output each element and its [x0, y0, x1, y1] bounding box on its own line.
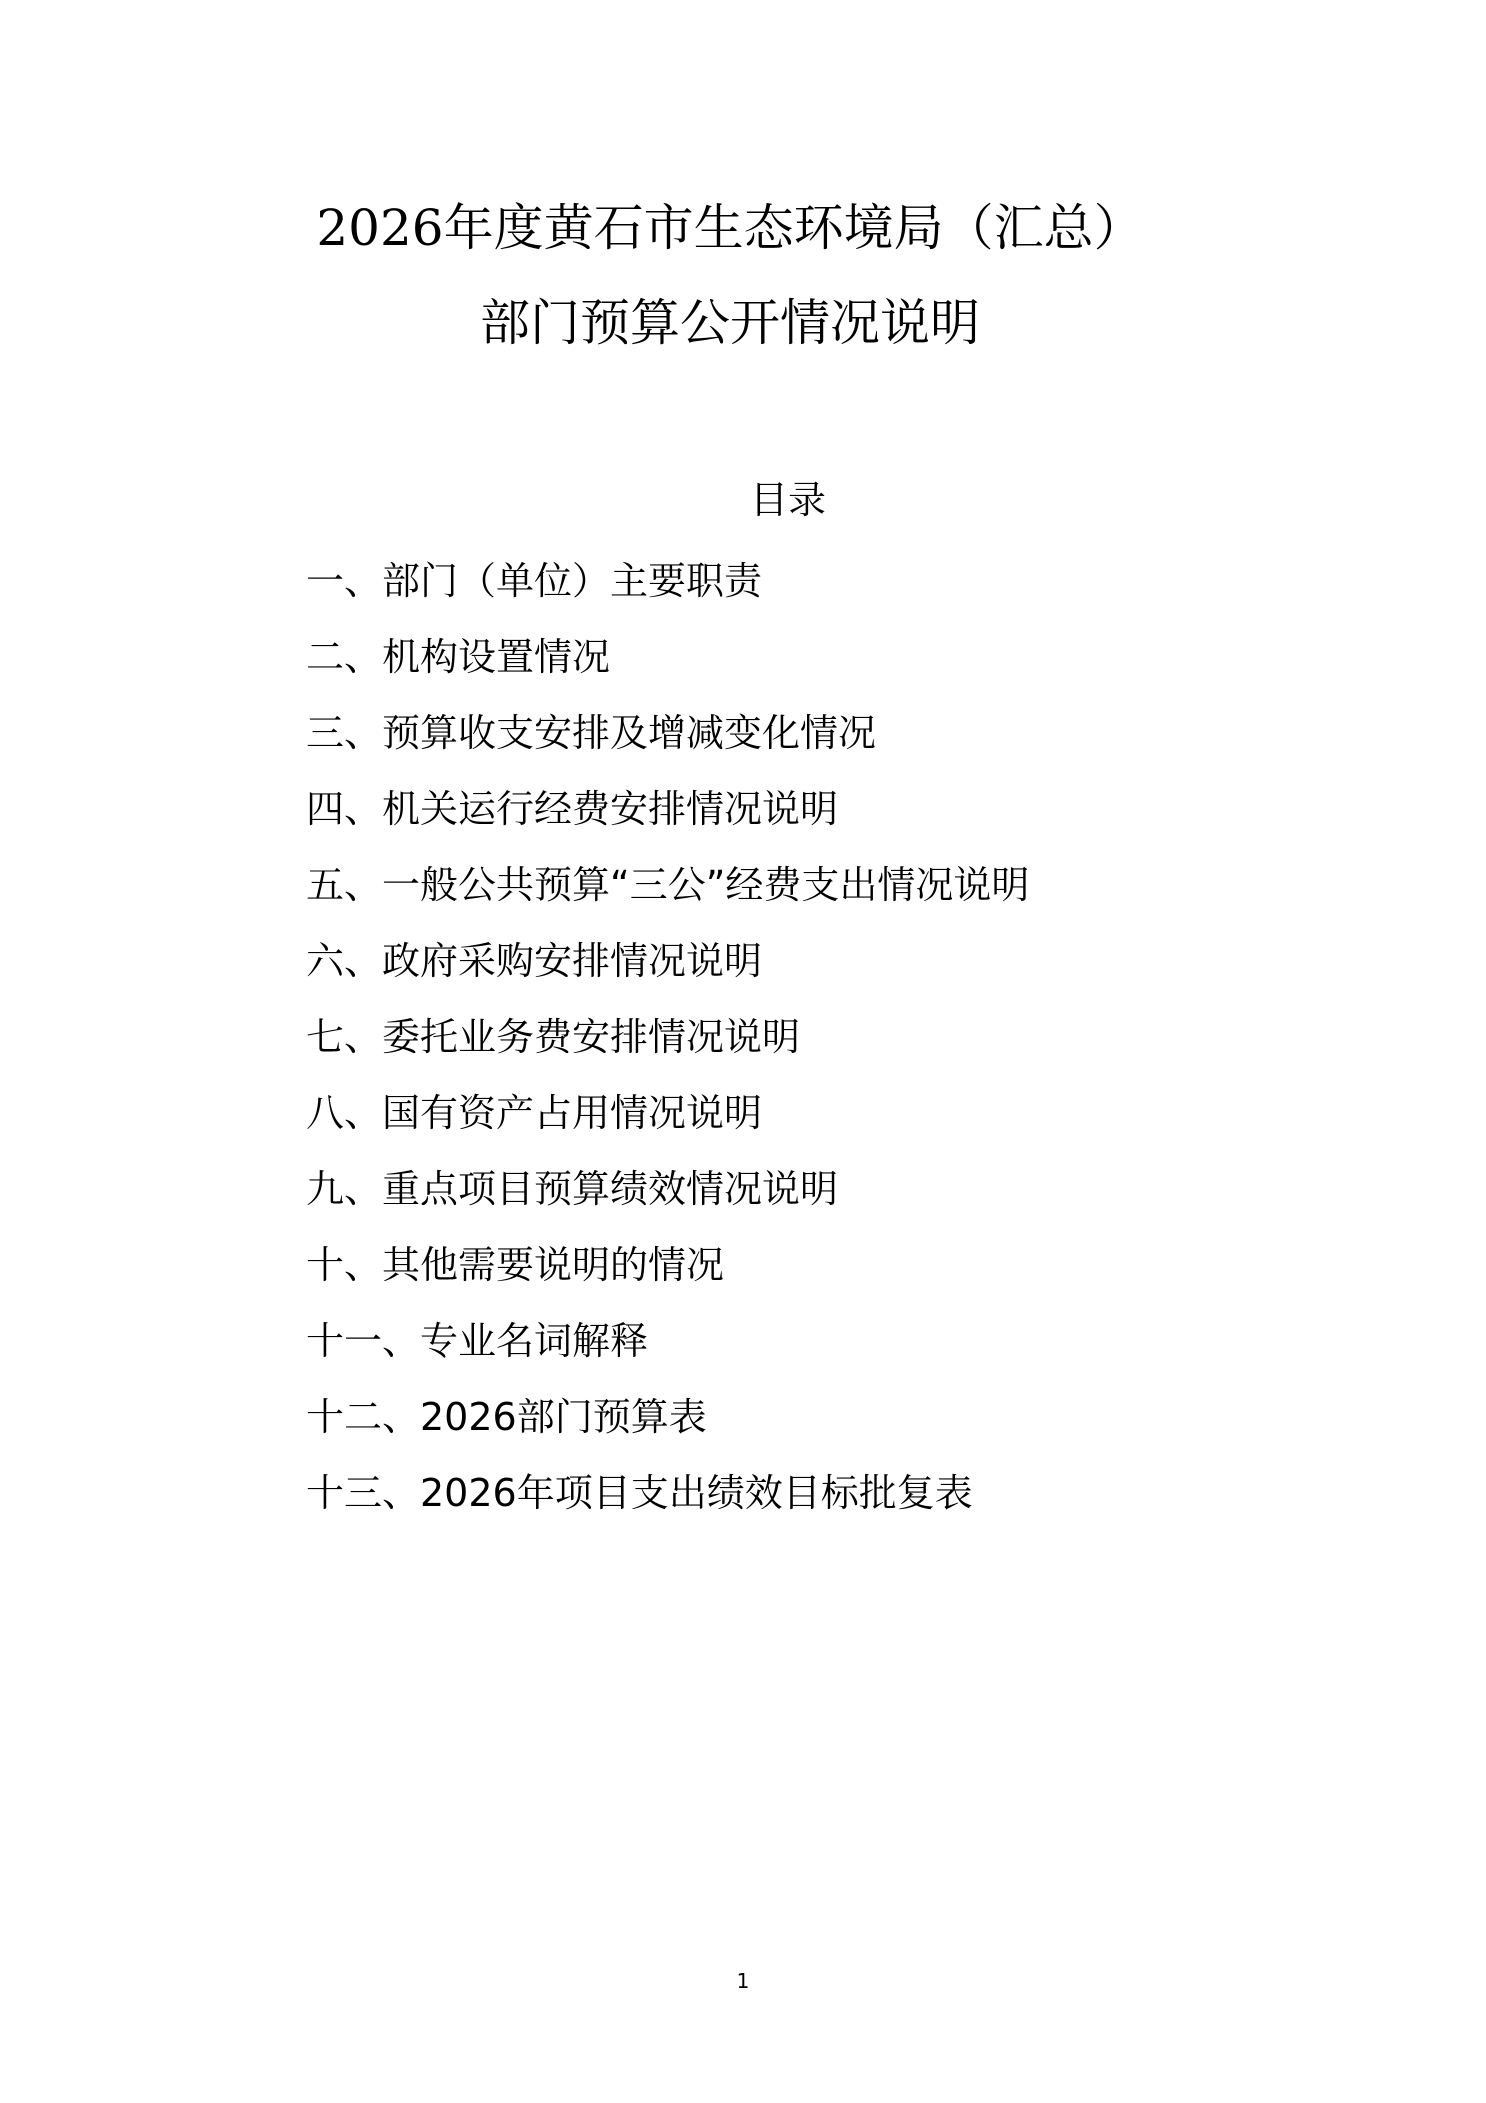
toc-item: 一、部门（单位）主要职责 [306, 559, 763, 603]
toc-item: 三、预算收支安排及增减变化情况 [306, 711, 877, 755]
toc-item: 十一、专业名词解释 [306, 1319, 649, 1363]
document-title-line-1: 2026年度黄石市生态环境局（汇总） [316, 199, 1144, 257]
toc-item: 四、机关运行经费安排情况说明 [306, 787, 839, 831]
toc-item: 十二、2026部门预算表 [306, 1395, 707, 1439]
toc-item: 五、一般公共预算“三公”经费支出情况说明 [306, 863, 1030, 907]
toc-item: 六、政府采购安排情况说明 [306, 939, 763, 983]
page-number: 1 [736, 1969, 750, 1993]
table-of-contents [306, 557, 1029, 1545]
table-of-contents-heading: 目录 [749, 478, 826, 522]
toc-item: 二、机构设置情况 [306, 635, 611, 679]
toc-item: 八、国有资产占用情况说明 [306, 1091, 763, 1135]
toc-item: 十、其他需要说明的情况 [306, 1243, 725, 1287]
toc-item: 十三、2026年项目支出绩效目标批复表 [306, 1471, 973, 1515]
toc-item: 九、重点项目预算绩效情况说明 [306, 1167, 839, 1211]
document-title-line-2: 部门预算公开情况说明 [480, 294, 980, 352]
toc-item: 七、委托业务费安排情况说明 [306, 1015, 801, 1059]
